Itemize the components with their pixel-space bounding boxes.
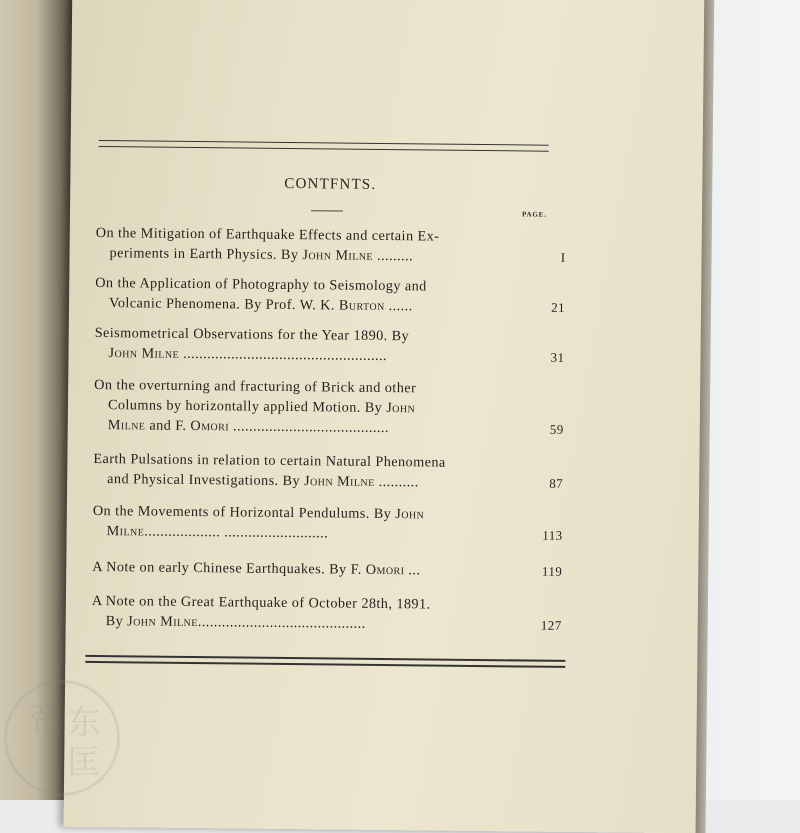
entry-author: John Milne [127,613,198,631]
entry-text: Columns by horizontally applied Motion. By [107,397,387,417]
bottom-rule [85,661,565,668]
contents-heading: CONTFNTS. [284,175,377,193]
entry-page-number: 31 [550,349,565,365]
entry-author: Omori [365,561,405,579]
toc-entry [94,323,564,368]
entry-title-line: On the overturning and fracturing of Brick and other [94,376,417,397]
dot-leader: ................... .......................... [144,523,329,542]
dot-leader: ................................................... [179,345,388,365]
entry-title-line [94,415,564,440]
top-rule [99,140,549,146]
entry-author: Milne [107,417,146,434]
entry-title-line: Seismometrical Observations for the Year 1890. By [94,324,410,345]
entry-title-line [93,521,563,546]
page-column-label: PAGE. [521,210,547,219]
dot-leader: ....................................... [228,418,389,437]
watermark-seal: 帝 东 匡 [4,680,120,796]
toc-entry [92,591,562,636]
entry-text: and Physical Investigations. By [107,471,305,490]
entry-title-line: On the Application of Photography to Seismology and [95,274,427,295]
entry-text: periments in Earth Physics. By [109,245,303,264]
entry-title-line [95,293,565,318]
book-page [64,0,705,833]
bottom-rule [85,655,565,662]
entry-page-number: 59 [549,421,564,437]
entry-text: A Note on early Chinese Earthquakes. By F. [92,558,366,578]
entry-text: and F. [149,417,191,434]
dot-leader: ... [404,562,421,579]
entry-page-number: 119 [541,563,563,579]
toc-entry [93,449,563,494]
entry-text: By [105,613,128,630]
top-rule [99,146,549,152]
entry-author: John [395,506,425,523]
entry-author: Milne [106,523,145,540]
entry-text: Volcanic Phenomena. By Prof. W. K. [108,295,339,314]
entry-title-line: Earth Pulsations in relation to certain Natural Phenomena [93,450,446,471]
dot-leader: .......... [374,473,419,491]
entry-author: Omori [190,417,230,435]
dot-leader: .......................................... [197,614,366,632]
entry-author: John Milne [303,473,375,490]
entry-page-number: 113 [542,527,563,543]
entry-title-line [92,611,562,636]
entry-title-line [93,469,563,494]
heading-underline [311,210,343,211]
toc-entry [93,501,563,546]
entry-page-number: 87 [549,475,564,491]
entry-title-line [95,243,565,268]
dot-leader: ......... [372,247,414,265]
entry-page-number: I [560,249,566,265]
entry-author: John Milne [302,247,374,264]
entry-author: Burton [338,297,385,315]
toc-entry [95,273,565,318]
toc-entry [95,223,565,268]
entry-page-number: 21 [551,299,566,315]
entry-author: John Milne [108,345,180,362]
entry-title-line [94,343,564,368]
entry-title-line: On the Mitigation of Earthquake Effects and certain Ex- [95,224,440,245]
dot-leader: ...... [384,298,413,315]
entry-title-line: A Note on the Great Earthquake of October 28th, 1891. [91,592,431,613]
entry-text: On the Movements of Horizontal Pendulums. By [92,502,396,523]
toc-entry [94,375,565,440]
entry-title-line [92,557,562,582]
toc-entry [92,557,562,582]
entry-author: John [386,400,416,417]
entry-page-number: 127 [540,617,562,633]
